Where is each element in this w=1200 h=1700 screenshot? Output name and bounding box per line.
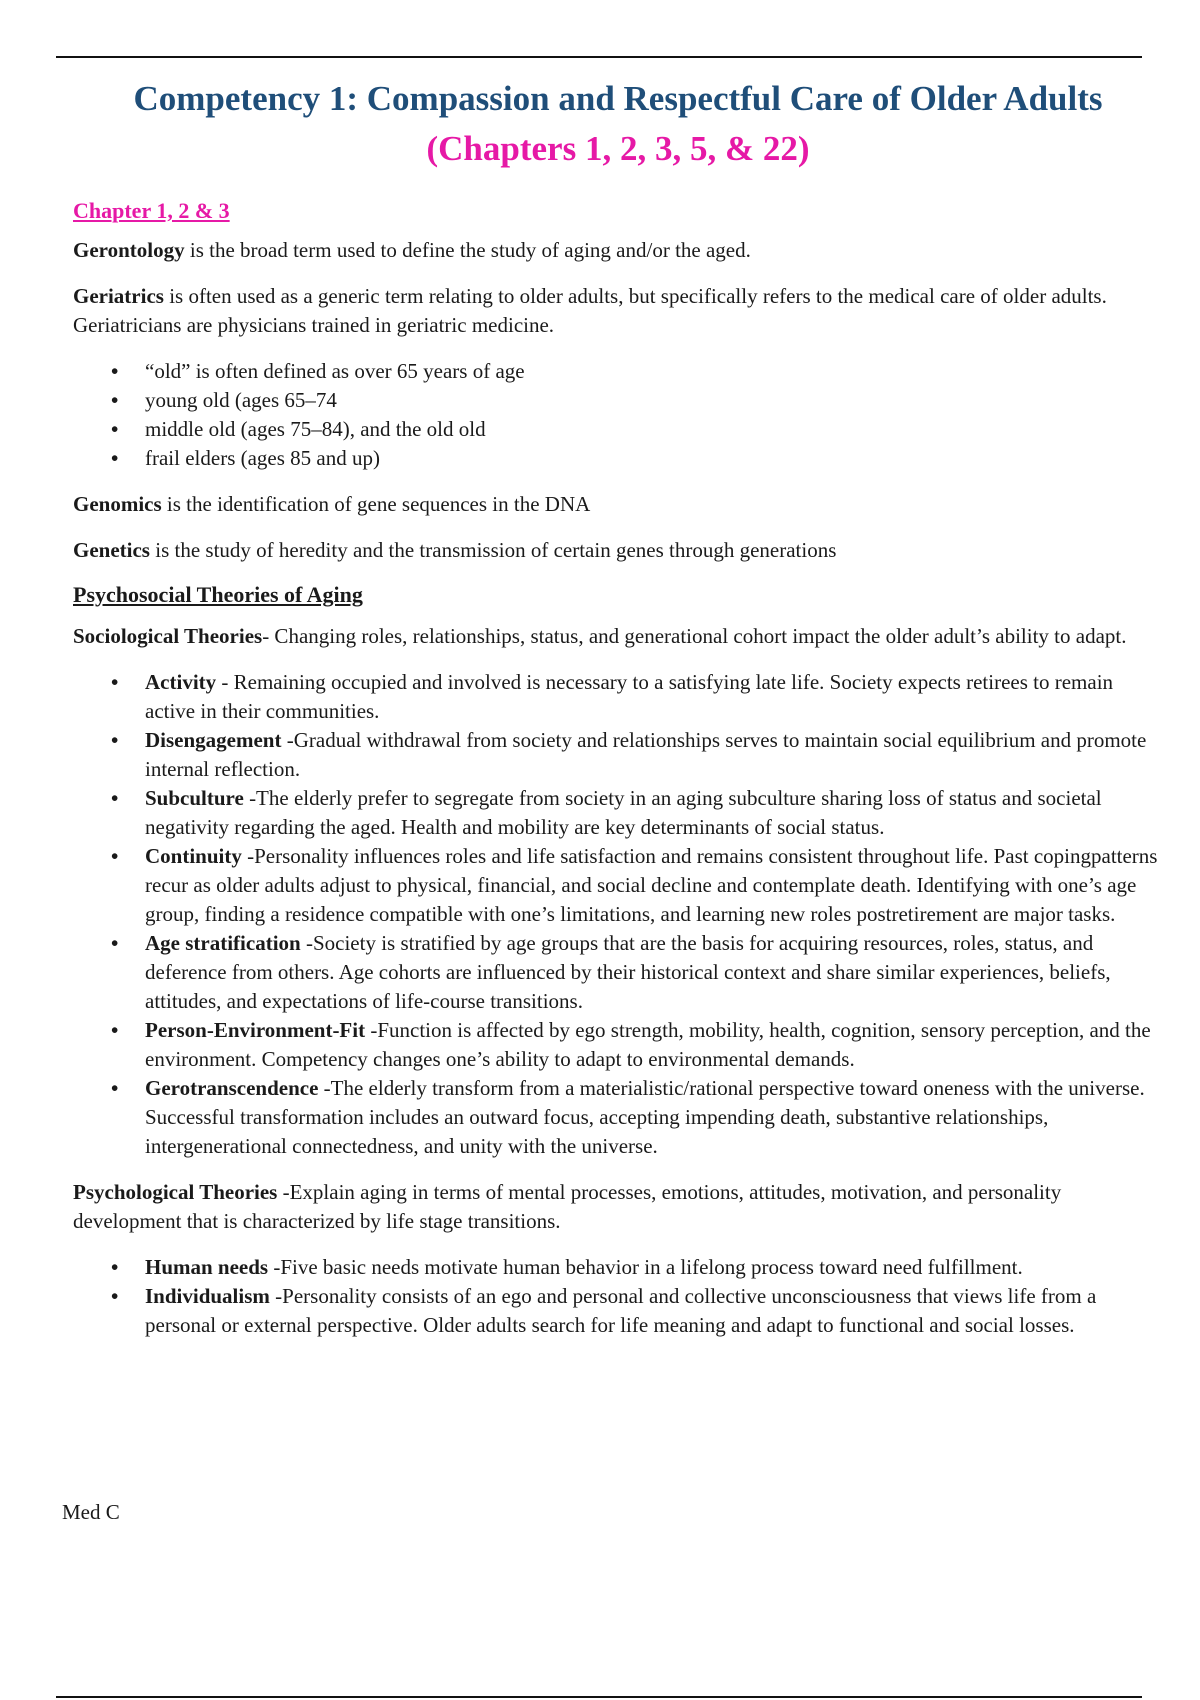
- list-item: [111, 784, 1163, 842]
- list-item-text: -Personality consists of an ego and personal and collective unconsciousness that views life from a personal or external perspective. Older adults search for life meaning and adapt to functional and social losses.: [145, 1284, 1097, 1337]
- title-line-2: (Chapters 1, 2, 3, 5, & 22): [426, 129, 810, 168]
- list-item: [111, 842, 1163, 929]
- list-item-text: -Five basic needs motivate human behavior in a lifelong process toward need fulfillment.: [268, 1255, 1023, 1279]
- bullet-icon: •: [111, 786, 119, 810]
- sociological-text: - Changing roles, relationships, status, and generational cohort impact the older adult’s ability to adapt.: [262, 624, 1127, 648]
- list-item: [111, 1016, 1163, 1074]
- genetics-text: is the study of heredity and the transmission of certain genes through generations: [149, 538, 837, 562]
- list-item-term: Subculture: [145, 786, 244, 810]
- list-item-text: -Personality influences roles and life satisfaction and remains consistent throughout life. Past copingpatterns recur as older adults adjust to physical, financial, and social decline and contemplate death. Identifying with one’s age group, finding a residence compatible with one’s limitations, and learning new roles postretirement are major tasks.: [145, 844, 1158, 926]
- list-item-text: “old” is often defined as over 65 years of age: [145, 359, 525, 383]
- list-item-term: Disengagement: [145, 728, 282, 752]
- list-item-text: -The elderly prefer to segregate from society in an aging subculture sharing loss of status and societal negativity regarding the aged. Health and mobility are key determinants of social status.: [145, 786, 1102, 839]
- list-item-term: Person-Environment-Fit: [145, 1018, 366, 1042]
- list-item: [111, 357, 1163, 386]
- document-body: [73, 74, 1163, 1357]
- bullet-icon: •: [111, 1018, 119, 1042]
- bullet-icon: •: [111, 388, 119, 412]
- bullet-icon: •: [111, 1284, 119, 1308]
- bullet-icon: •: [111, 1076, 119, 1100]
- age-groups-list: [73, 357, 1163, 473]
- geriatrics-paragraph: [73, 282, 1163, 340]
- psychological-paragraph: [73, 1178, 1163, 1236]
- gerontology-text: is the broad term used to define the study of aging and/or the aged.: [184, 238, 751, 262]
- page-title: [73, 74, 1163, 174]
- list-item-text: young old (ages 65–74: [145, 388, 337, 412]
- list-item: [111, 1253, 1163, 1282]
- list-item-term: Activity: [145, 670, 217, 694]
- bullet-icon: •: [111, 417, 119, 441]
- list-item: [111, 668, 1163, 726]
- bullet-icon: •: [111, 446, 119, 470]
- list-item: [111, 1074, 1163, 1161]
- genomics-paragraph: [73, 490, 1163, 519]
- list-item-term: Human needs: [145, 1255, 269, 1279]
- genetics-paragraph: [73, 536, 1163, 565]
- list-item: [111, 1282, 1163, 1340]
- footer-label: Med C: [62, 1500, 120, 1524]
- list-item-text: -Gradual withdrawal from society and relationships serves to maintain social equilibrium and promote internal reflection.: [145, 728, 1147, 781]
- genomics-text: is the identification of gene sequences in the DNA: [161, 492, 591, 516]
- gerontology-paragraph: [73, 236, 1163, 265]
- genetics-term: Genetics: [73, 538, 150, 562]
- geriatrics-text: is often used as a generic term relating to older adults, but specifically refers to the medical care of older adults. Geriatricians are physicians trained in geriatric medicine.: [73, 284, 1107, 337]
- genomics-term: Genomics: [73, 492, 162, 516]
- list-item: [111, 386, 1163, 415]
- bullet-icon: •: [111, 1255, 119, 1279]
- sociological-paragraph: [73, 622, 1163, 651]
- list-item-term: Continuity: [145, 844, 242, 868]
- list-item-term: Individualism: [145, 1284, 270, 1308]
- chapter-heading: Chapter 1, 2 & 3: [73, 198, 230, 223]
- list-item-text: frail elders (ages 85 and up): [145, 446, 380, 470]
- sociological-term: Sociological Theories: [73, 624, 263, 648]
- list-item-term: Age stratification: [145, 931, 301, 955]
- bullet-icon: •: [111, 728, 119, 752]
- psychosocial-heading: Psychosocial Theories of Aging: [73, 582, 363, 607]
- list-item-text: -Function is affected by ego strength, mobility, health, cognition, sensory perception, and the environment. Competency changes one’s ability to adapt to environmental demands.: [145, 1018, 1151, 1071]
- gerontology-term: Gerontology: [73, 238, 185, 262]
- bullet-icon: •: [111, 844, 119, 868]
- geriatrics-term: Geriatrics: [73, 284, 164, 308]
- psychological-theories-list: [73, 1253, 1163, 1340]
- sociological-theories-list: [73, 668, 1163, 1161]
- list-item-text: middle old (ages 75–84), and the old old: [145, 417, 486, 441]
- list-item-term: Gerotranscendence: [145, 1076, 319, 1100]
- bullet-icon: •: [111, 670, 119, 694]
- psychological-text: -Explain aging in terms of mental processes, emotions, attitudes, motivation, and personality development that is characterized by life stage transitions.: [73, 1180, 1062, 1233]
- list-item-text: -The elderly transform from a materialistic/rational perspective toward oneness with the universe. Successful transformation includes an outward focus, accepting impending death, substantive relationships, intergenerational connectedness, and unity with the universe.: [145, 1076, 1145, 1158]
- list-item-text: -Society is stratified by age groups that are the basis for acquiring resources, roles, status, and deference from others. Age cohorts are influenced by their historical context and share similar experiences, beliefs, attitudes, and expectations of life-course transitions.: [145, 931, 1111, 1013]
- top-rule: [56, 56, 1142, 58]
- bottom-rule: [56, 1696, 1142, 1698]
- psychological-term: Psychological Theories: [73, 1180, 278, 1204]
- list-item: [111, 415, 1163, 444]
- bullet-icon: •: [111, 359, 119, 383]
- list-item: [111, 444, 1163, 473]
- list-item-text: - Remaining occupied and involved is necessary to a satisfying late life. Society expects retirees to remain active in their communities.: [145, 670, 1114, 723]
- bullet-icon: •: [111, 931, 119, 955]
- list-item: [111, 929, 1163, 1016]
- title-line-1: Competency 1: Compassion and Respectful Care of Older Adults: [133, 79, 1103, 118]
- list-item: [111, 726, 1163, 784]
